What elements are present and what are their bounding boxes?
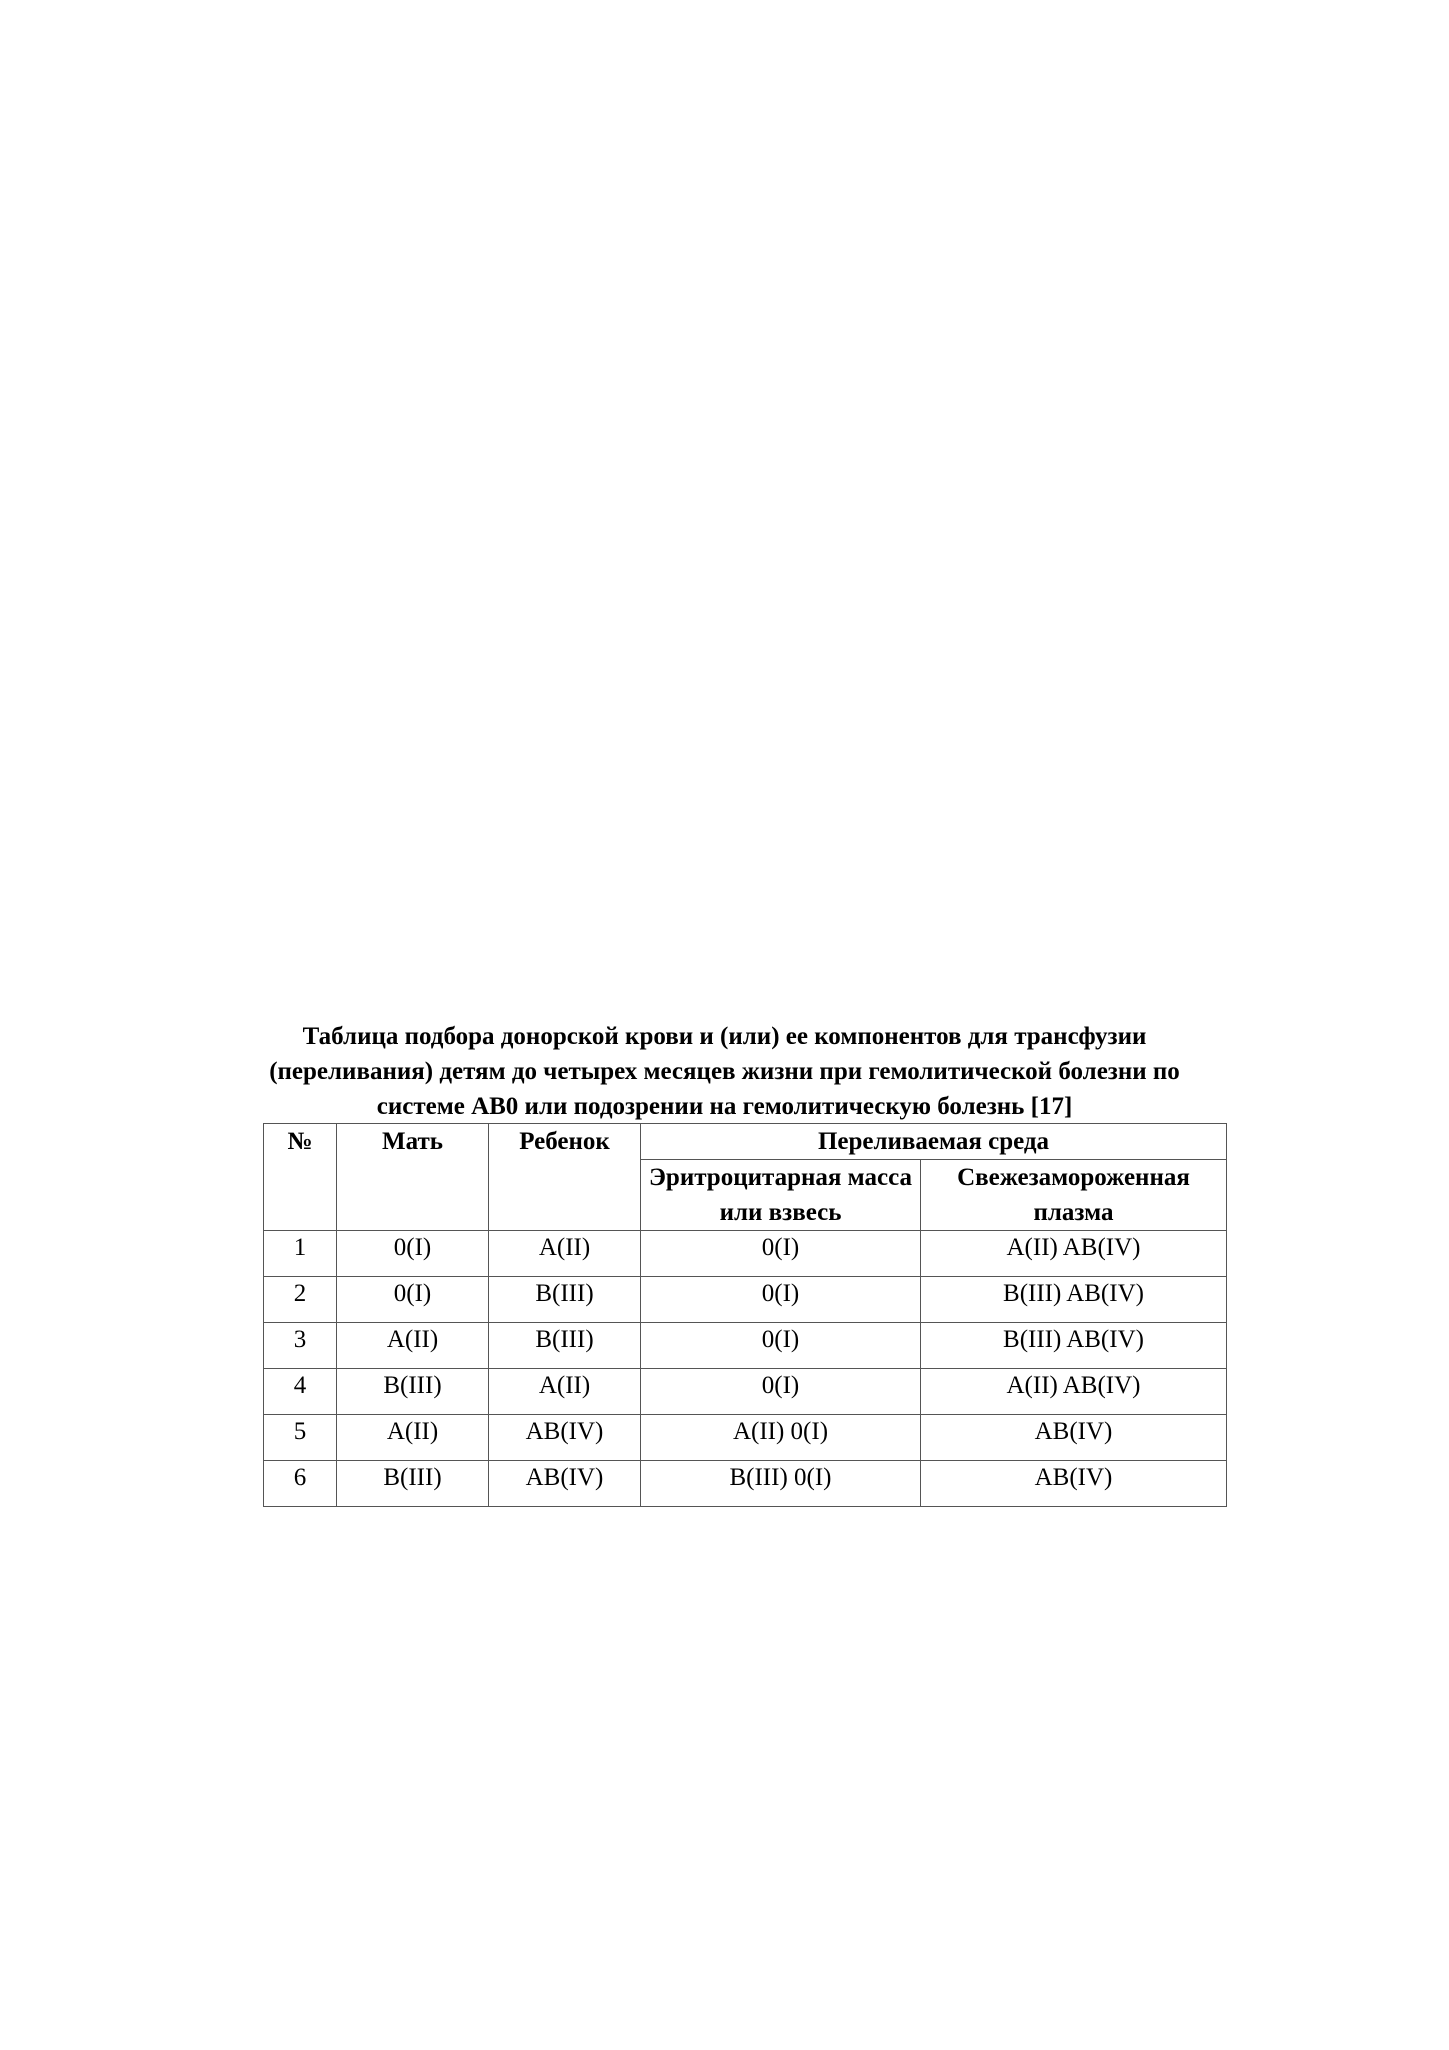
cell-erythrocyte: A(II) 0(I)	[641, 1415, 921, 1461]
caption-line-3: системе АВ0 или подозрении на гемолитическую болезнь [17]	[376, 1093, 1073, 1120]
header-erythrocyte-mass: Эритроцитарная масса или взвесь	[641, 1160, 921, 1231]
caption-line-2: (переливания) детям до четырех месяцев жизни при гемолитической болезни по	[269, 1058, 1180, 1085]
blood-compatibility-table	[263, 1123, 1227, 1507]
table-row	[264, 1277, 1227, 1323]
cell-plasma: A(II) AB(IV)	[921, 1369, 1227, 1415]
cell-erythrocyte: 0(I)	[641, 1277, 921, 1323]
cell-mother: B(III)	[337, 1369, 489, 1415]
table-row	[264, 1415, 1227, 1461]
cell-mother: A(II)	[337, 1415, 489, 1461]
cell-child: A(II)	[489, 1369, 641, 1415]
cell-erythrocyte: B(III) 0(I)	[641, 1461, 921, 1507]
header-transfused-medium: Переливаемая среда	[641, 1124, 1227, 1160]
table-row	[264, 1231, 1227, 1277]
table-section	[0, 1019, 1449, 1491]
cell-plasma: AB(IV)	[921, 1415, 1227, 1461]
header-mother: Мать	[337, 1124, 489, 1231]
header-number: №	[264, 1124, 337, 1231]
table-caption	[0, 1019, 1449, 1124]
cell-child: AB(IV)	[489, 1415, 641, 1461]
cell-child: AB(IV)	[489, 1461, 641, 1507]
cell-child: A(II)	[489, 1231, 641, 1277]
cell-mother: 0(I)	[337, 1231, 489, 1277]
cell-child: B(III)	[489, 1323, 641, 1369]
cell-erythrocyte: 0(I)	[641, 1369, 921, 1415]
table-row	[264, 1461, 1227, 1507]
cell-number: 2	[264, 1277, 337, 1323]
table-row	[264, 1369, 1227, 1415]
header-child: Ребенок	[489, 1124, 641, 1231]
cell-mother: B(III)	[337, 1461, 489, 1507]
cell-erythrocyte: 0(I)	[641, 1231, 921, 1277]
cell-plasma: A(II) AB(IV)	[921, 1231, 1227, 1277]
cell-mother: A(II)	[337, 1323, 489, 1369]
cell-child: B(III)	[489, 1277, 641, 1323]
cell-number: 6	[264, 1461, 337, 1507]
cell-number: 5	[264, 1415, 337, 1461]
cell-mother: 0(I)	[337, 1277, 489, 1323]
table-row	[264, 1323, 1227, 1369]
cell-number: 4	[264, 1369, 337, 1415]
cell-erythrocyte: 0(I)	[641, 1323, 921, 1369]
cell-plasma: AB(IV)	[921, 1461, 1227, 1507]
cell-plasma: B(III) AB(IV)	[921, 1277, 1227, 1323]
table-header-row	[264, 1124, 1227, 1160]
cell-number: 1	[264, 1231, 337, 1277]
cell-number: 3	[264, 1323, 337, 1369]
cell-plasma: B(III) AB(IV)	[921, 1323, 1227, 1369]
header-fresh-frozen-plasma: Свежезамороженная плазма	[921, 1160, 1227, 1231]
caption-line-1: Таблица подбора донорской крови и (или) ее компонентов для трансфузии	[302, 1023, 1147, 1050]
